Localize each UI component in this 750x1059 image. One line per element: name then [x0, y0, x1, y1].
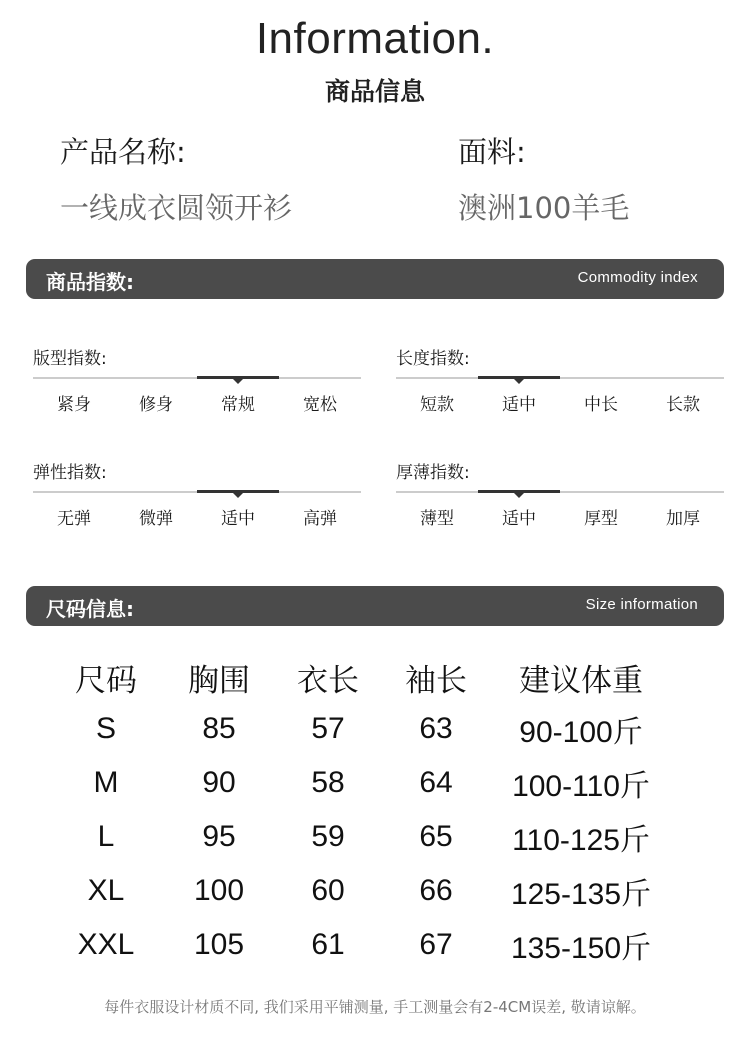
size-cell: XXL — [77, 928, 135, 961]
product-name-label: 产品名称: — [60, 135, 186, 169]
length-cell: 57 — [311, 712, 345, 745]
size-table-header-cell: 胸围 — [188, 662, 250, 699]
page-title-cn: 商品信息 — [324, 77, 425, 106]
marker-notch-icon — [514, 493, 524, 498]
index-option: 常规 — [221, 395, 255, 415]
index-option: 适中 — [502, 509, 536, 529]
sleeve-cell: 67 — [419, 928, 453, 961]
commodity-index-banner — [26, 259, 724, 299]
length-cell: 59 — [311, 820, 345, 853]
commodity-index-label-en: Commodity index — [577, 269, 698, 286]
table-row — [48, 918, 688, 972]
index-title: 弹性指数: — [33, 463, 107, 483]
index-track — [396, 377, 724, 379]
size-table-header-cell: 衣长 — [297, 662, 359, 699]
size-table — [48, 652, 688, 972]
index-options — [33, 504, 361, 529]
chest-cell: 105 — [193, 928, 245, 961]
weight-cell: 135-150斤 — [510, 932, 652, 965]
weight-cell: 110-125斤 — [512, 824, 650, 857]
size-cell: M — [93, 766, 119, 799]
table-row — [48, 756, 688, 810]
page-title-en: Information. — [255, 14, 495, 63]
product-name-value: 一线成衣圆领开衫 — [60, 191, 293, 225]
size-table-header-cell: 建议体重 — [519, 662, 643, 699]
index-selected-marker — [478, 376, 560, 379]
table-row — [48, 864, 688, 918]
size-cell: L — [97, 820, 115, 853]
index-option: 高弹 — [303, 509, 337, 529]
index-option: 适中 — [221, 509, 255, 529]
index-option: 厚型 — [584, 509, 618, 529]
weight-cell: 100-110斤 — [512, 770, 650, 803]
size-info-label-cn: 尺码信息: — [46, 597, 134, 621]
index-option: 中长 — [584, 395, 618, 415]
chest-cell: 85 — [202, 712, 236, 745]
index-options — [396, 390, 724, 415]
index-selected-marker — [197, 490, 279, 493]
index-group-thickness — [396, 458, 724, 548]
index-title: 厚薄指数: — [396, 463, 470, 483]
index-option: 薄型 — [420, 509, 454, 529]
index-selected-marker — [478, 490, 560, 493]
size-table-header-cell: 尺码 — [75, 662, 137, 699]
index-title: 版型指数: — [33, 349, 107, 369]
index-option: 宽松 — [303, 395, 337, 415]
marker-notch-icon — [233, 493, 243, 498]
commodity-index-label-cn: 商品指数: — [46, 270, 134, 294]
measurement-note: 每件衣服设计材质不同, 我们采用平铺测量, 手工测量会有2-4CM误差, 敬请谅解。 — [104, 998, 646, 1016]
length-cell: 58 — [311, 766, 345, 799]
marker-notch-icon — [233, 379, 243, 384]
fabric-label: 面料: — [458, 135, 526, 169]
length-cell: 60 — [311, 874, 345, 907]
index-group-fit — [33, 344, 361, 434]
index-group-length — [396, 344, 724, 434]
size-info-label-en: Size information — [585, 596, 698, 613]
size-cell: S — [95, 712, 116, 745]
index-track — [396, 491, 724, 493]
index-options — [33, 390, 361, 415]
fabric-value: 澳洲100羊毛 — [458, 191, 630, 225]
index-option: 修身 — [139, 395, 173, 415]
chest-cell: 90 — [202, 766, 236, 799]
index-title: 长度指数: — [396, 349, 470, 369]
size-table-header — [48, 652, 688, 702]
table-row — [48, 810, 688, 864]
weight-cell: 125-135斤 — [510, 878, 652, 911]
sleeve-cell: 64 — [419, 766, 453, 799]
table-row — [48, 702, 688, 756]
index-group-elasticity — [33, 458, 361, 548]
index-options — [396, 504, 724, 529]
index-option: 长款 — [666, 395, 700, 415]
sleeve-cell: 63 — [419, 712, 453, 745]
marker-notch-icon — [514, 379, 524, 384]
size-info-banner — [26, 586, 724, 626]
chest-cell: 95 — [202, 820, 236, 853]
weight-cell: 90-100斤 — [519, 716, 643, 749]
index-option: 微弹 — [139, 509, 173, 529]
size-table-header-cell: 袖长 — [405, 662, 467, 699]
length-cell: 61 — [311, 928, 345, 961]
index-option: 无弹 — [57, 509, 91, 529]
index-option: 短款 — [420, 395, 454, 415]
sleeve-cell: 66 — [419, 874, 453, 907]
sleeve-cell: 65 — [419, 820, 453, 853]
index-option: 适中 — [502, 395, 536, 415]
index-selected-marker — [197, 376, 279, 379]
index-option: 加厚 — [666, 509, 700, 529]
chest-cell: 100 — [193, 874, 245, 907]
index-option: 紧身 — [57, 395, 91, 415]
size-cell: XL — [87, 874, 125, 907]
